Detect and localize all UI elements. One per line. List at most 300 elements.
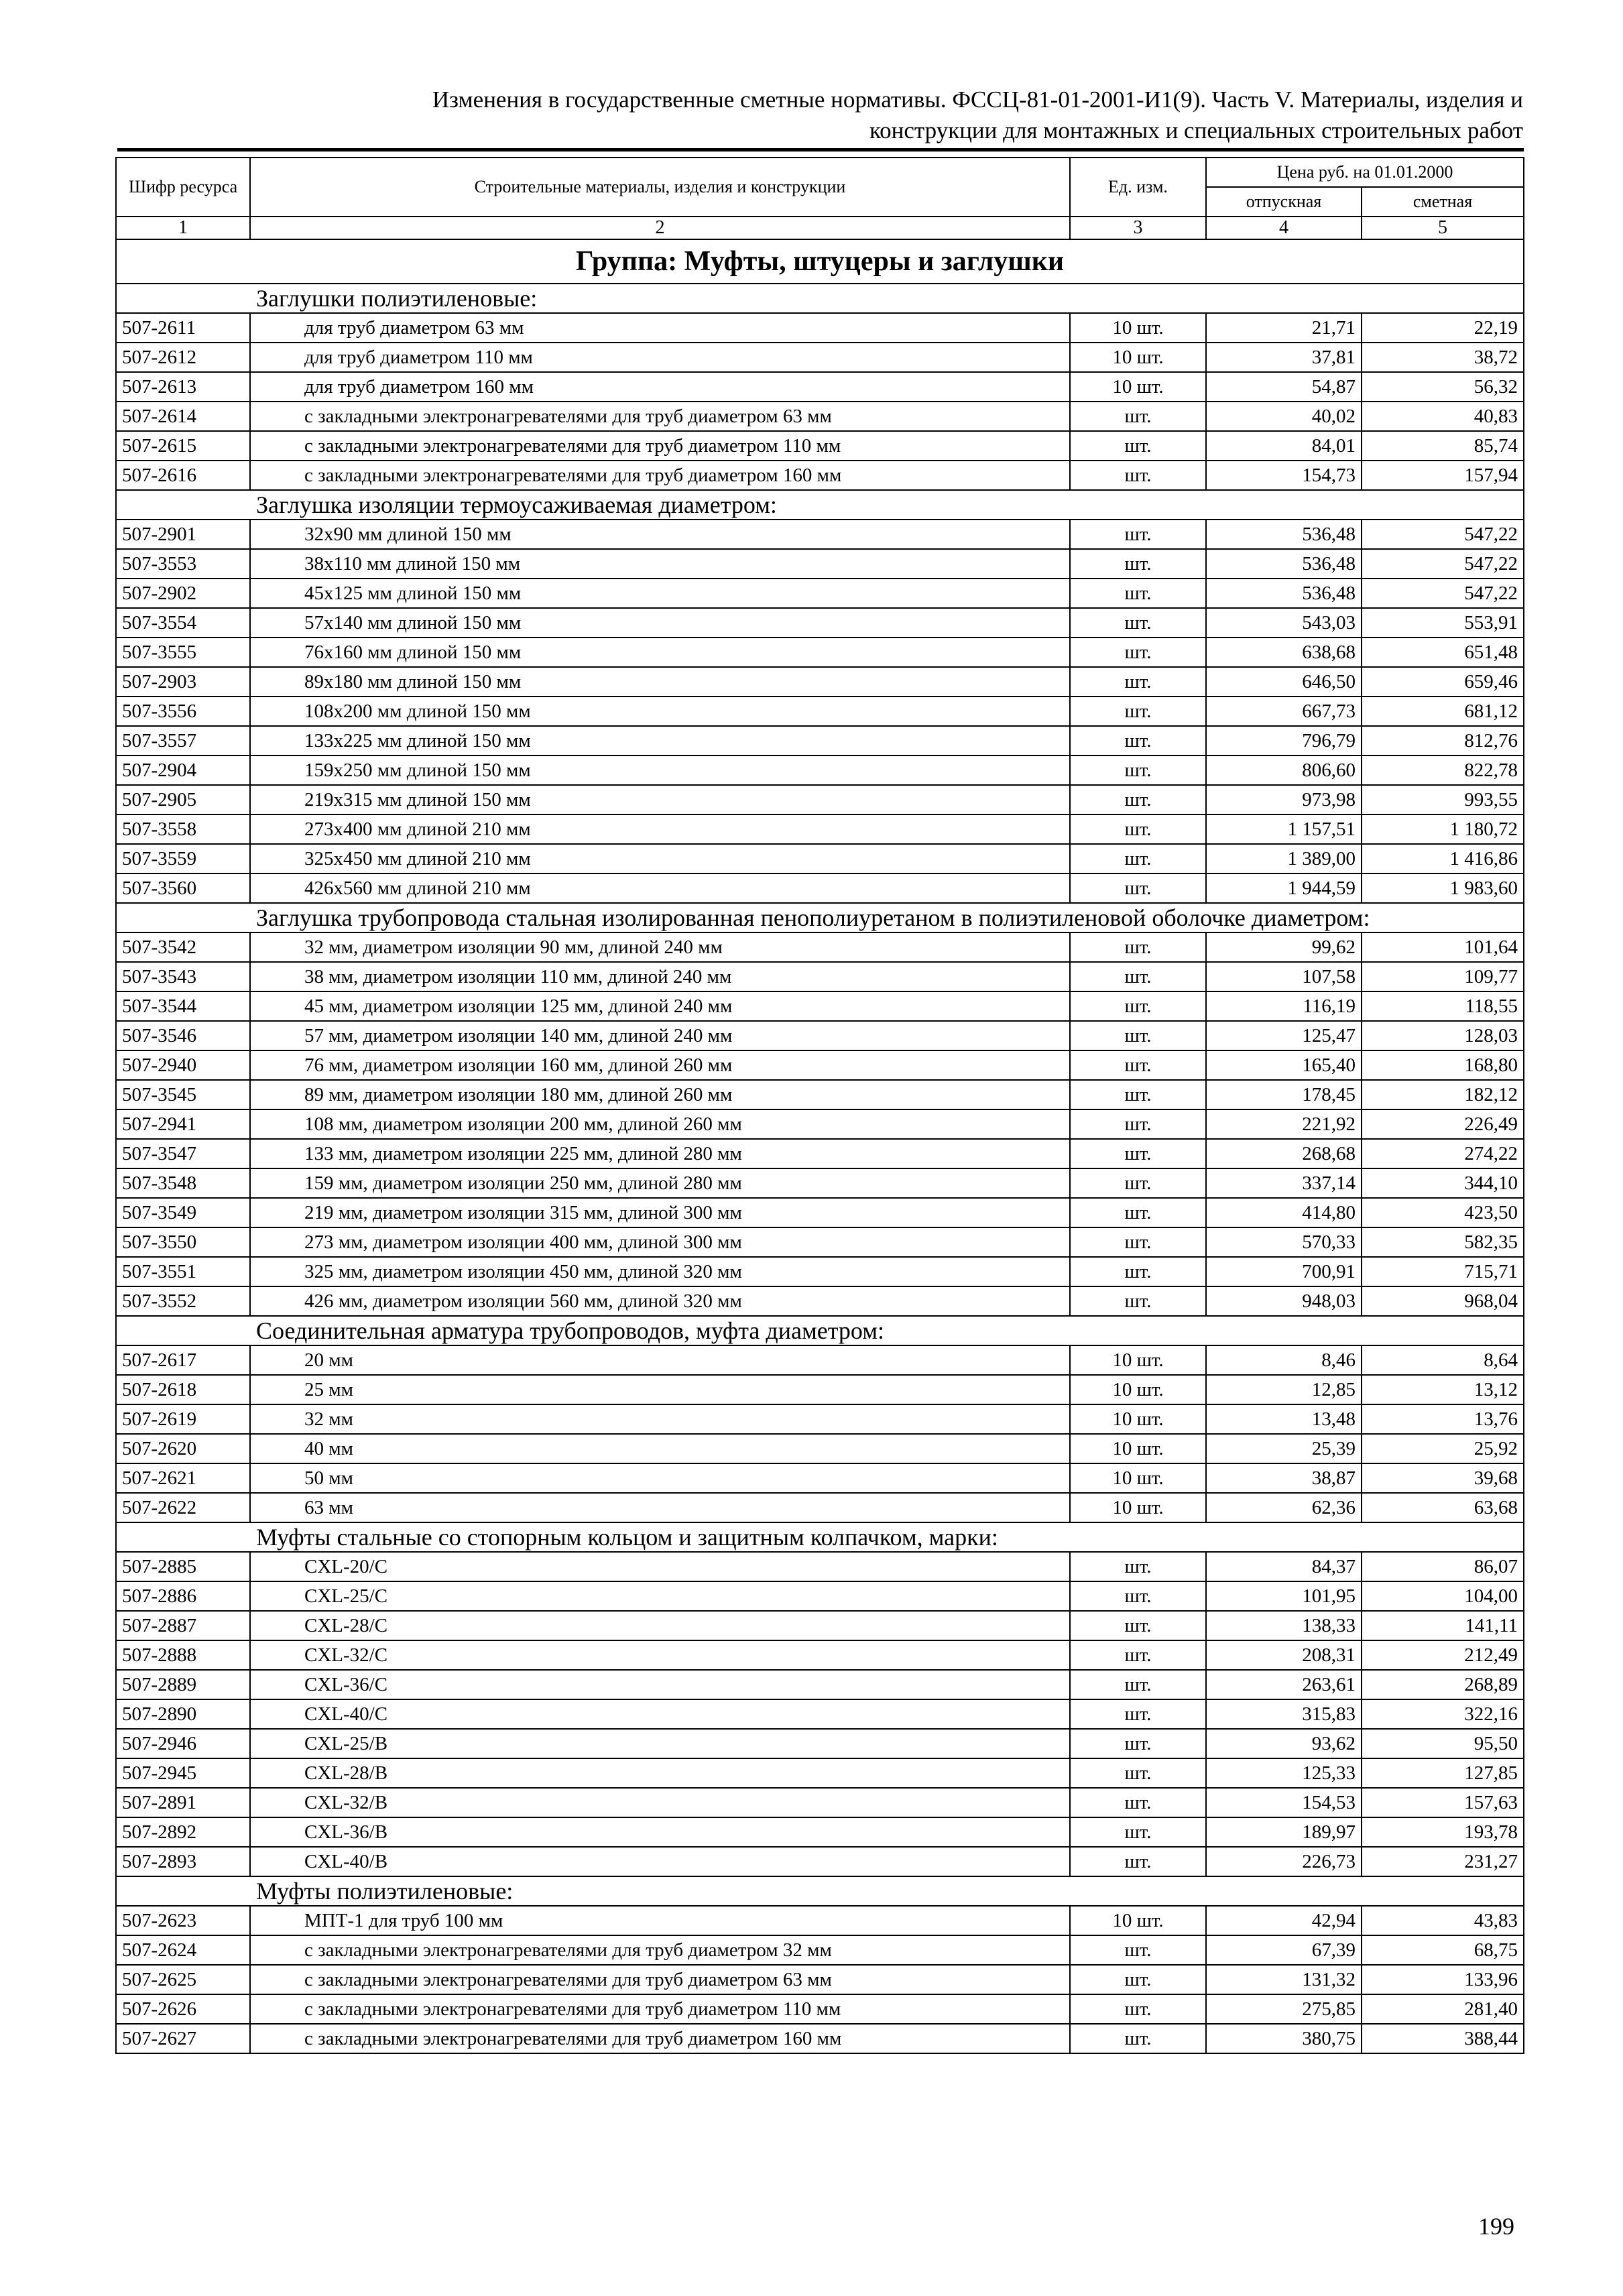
cell-code: 507-3551 <box>116 1257 250 1286</box>
cell-unit: 10 шт. <box>1070 1434 1206 1463</box>
section-title: Заглушка изоляции термоусаживаемая диаметром: <box>116 490 1524 520</box>
cell-name: 45 мм, диаметром изоляции 125 мм, длиной 240 мм <box>250 991 1070 1021</box>
table-row <box>116 402 1524 431</box>
cell-estimate-price: 157,63 <box>1362 1788 1524 1817</box>
cell-code: 507-3550 <box>116 1227 250 1257</box>
section-row <box>116 284 1524 313</box>
cell-name: 45х125 мм длиной 150 мм <box>250 579 1070 608</box>
table-row <box>116 1050 1524 1080</box>
cell-name: 76 мм, диаметром изоляции 160 мм, длиной 260 мм <box>250 1050 1070 1080</box>
table-body <box>116 239 1524 2053</box>
cell-release-price: 380,75 <box>1206 2024 1362 2053</box>
table-row <box>116 991 1524 1021</box>
cell-name: 40 мм <box>250 1434 1070 1463</box>
cell-name: CXL-25/B <box>250 1729 1070 1758</box>
cell-release-price: 1 389,00 <box>1206 844 1362 873</box>
cell-name: 32х90 мм длиной 150 мм <box>250 520 1070 549</box>
table-row <box>116 1611 1524 1640</box>
cell-unit: шт. <box>1070 1198 1206 1227</box>
cell-code: 507-3558 <box>116 814 250 844</box>
cell-unit: шт. <box>1070 873 1206 903</box>
cell-name: с закладными электронагревателями для труб диаметром 32 мм <box>250 1935 1070 1965</box>
cell-unit: шт. <box>1070 1965 1206 1994</box>
cell-name: для труб диаметром 160 мм <box>250 372 1070 402</box>
cell-name: 133 мм, диаметром изоляции 225 мм, длиной 280 мм <box>250 1139 1070 1168</box>
cell-estimate-price: 68,75 <box>1362 1935 1524 1965</box>
cell-name: 159х250 мм длиной 150 мм <box>250 756 1070 785</box>
cell-estimate-price: 13,12 <box>1362 1375 1524 1404</box>
cell-unit: 10 шт. <box>1070 343 1206 372</box>
cell-estimate-price: 822,78 <box>1362 756 1524 785</box>
cell-name: CXL-40/B <box>250 1847 1070 1876</box>
table-row <box>116 1994 1524 2024</box>
cell-name: с закладными электронагревателями для труб диаметром 160 мм <box>250 2024 1070 2053</box>
cell-estimate-price: 659,46 <box>1362 667 1524 697</box>
cell-estimate-price: 118,55 <box>1362 991 1524 1021</box>
cell-unit: шт. <box>1070 1139 1206 1168</box>
cell-name: CXL-28/B <box>250 1758 1070 1788</box>
section-row <box>116 1522 1524 1552</box>
cell-code: 507-2625 <box>116 1965 250 1994</box>
table-row <box>116 1257 1524 1286</box>
cell-release-price: 638,68 <box>1206 638 1362 667</box>
cell-estimate-price: 86,07 <box>1362 1552 1524 1581</box>
cell-name: CXL-20/C <box>250 1552 1070 1581</box>
section-row <box>116 490 1524 520</box>
table-row <box>116 638 1524 667</box>
cell-code: 507-2627 <box>116 2024 250 2053</box>
cell-release-price: 543,03 <box>1206 608 1362 638</box>
cell-unit: 10 шт. <box>1070 1463 1206 1493</box>
section-title: Заглушки полиэтиленовые: <box>116 284 1524 313</box>
cell-estimate-price: 95,50 <box>1362 1729 1524 1758</box>
cell-name: 57 мм, диаметром изоляции 140 мм, длиной 240 мм <box>250 1021 1070 1050</box>
cell-estimate-price: 812,76 <box>1362 726 1524 756</box>
cell-estimate-price: 547,22 <box>1362 579 1524 608</box>
cell-release-price: 154,73 <box>1206 461 1362 490</box>
table-row <box>116 697 1524 726</box>
cell-code: 507-3548 <box>116 1168 250 1198</box>
cell-release-price: 138,33 <box>1206 1611 1362 1640</box>
table-row <box>116 461 1524 490</box>
cell-name: 219 мм, диаметром изоляции 315 мм, длиной 300 мм <box>250 1198 1070 1227</box>
cell-name: для труб диаметром 110 мм <box>250 343 1070 372</box>
cell-unit: шт. <box>1070 1552 1206 1581</box>
cell-estimate-price: 1 180,72 <box>1362 814 1524 844</box>
cell-release-price: 99,62 <box>1206 932 1362 962</box>
table-row <box>116 372 1524 402</box>
cell-name: 273 мм, диаметром изоляции 400 мм, длиной 300 мм <box>250 1227 1070 1257</box>
table-row <box>116 1640 1524 1670</box>
table-row <box>116 1198 1524 1227</box>
cell-code: 507-2623 <box>116 1906 250 1935</box>
table-row <box>116 343 1524 372</box>
cell-name: 325х450 мм длиной 210 мм <box>250 844 1070 873</box>
cell-code: 507-2619 <box>116 1404 250 1434</box>
cell-release-price: 125,33 <box>1206 1758 1362 1788</box>
table-row <box>116 844 1524 873</box>
cell-name: CXL-32/C <box>250 1640 1070 1670</box>
cell-release-price: 973,98 <box>1206 785 1362 814</box>
table-row <box>116 1788 1524 1817</box>
cell-estimate-price: 423,50 <box>1362 1198 1524 1227</box>
table-row <box>116 1817 1524 1847</box>
cell-unit: шт. <box>1070 2024 1206 2053</box>
cell-unit: шт. <box>1070 1168 1206 1198</box>
col-number-4: 4 <box>1206 217 1362 239</box>
cell-code: 507-3543 <box>116 962 250 991</box>
cell-estimate-price: 547,22 <box>1362 520 1524 549</box>
table-row <box>116 785 1524 814</box>
cell-code: 507-2901 <box>116 520 250 549</box>
cell-unit: шт. <box>1070 1935 1206 1965</box>
cell-estimate-price: 553,91 <box>1362 608 1524 638</box>
cell-unit: шт. <box>1070 461 1206 490</box>
cell-code: 507-3552 <box>116 1286 250 1316</box>
cell-code: 507-3546 <box>116 1021 250 1050</box>
cell-name: 159 мм, диаметром изоляции 250 мм, длиной 280 мм <box>250 1168 1070 1198</box>
cell-unit: шт. <box>1070 1994 1206 2024</box>
cell-release-price: 570,33 <box>1206 1227 1362 1257</box>
cell-code: 507-3559 <box>116 844 250 873</box>
cell-estimate-price: 1 983,60 <box>1362 873 1524 903</box>
cell-estimate-price: 968,04 <box>1362 1286 1524 1316</box>
section-title: Заглушка трубопровода стальная изолированная пенополиуретаном в полиэтиленовой оболочке диаметром: <box>116 903 1524 932</box>
cell-unit: шт. <box>1070 991 1206 1021</box>
col-estimate-header: сметная <box>1362 187 1524 217</box>
cell-unit: шт. <box>1070 785 1206 814</box>
table-row <box>116 962 1524 991</box>
cell-release-price: 275,85 <box>1206 1994 1362 2024</box>
table-row <box>116 1168 1524 1198</box>
cell-estimate-price: 8,64 <box>1362 1345 1524 1375</box>
cell-estimate-price: 101,64 <box>1362 932 1524 962</box>
table-row <box>116 873 1524 903</box>
cell-name: 38х110 мм длиной 150 мм <box>250 549 1070 579</box>
cell-name: 273х400 мм длиной 210 мм <box>250 814 1070 844</box>
cell-release-price: 226,73 <box>1206 1847 1362 1876</box>
cell-code: 507-3554 <box>116 608 250 638</box>
cell-code: 507-3556 <box>116 697 250 726</box>
table-row <box>116 1463 1524 1493</box>
cell-estimate-price: 268,89 <box>1362 1670 1524 1699</box>
cell-code: 507-2889 <box>116 1670 250 1699</box>
cell-code: 507-2887 <box>116 1611 250 1640</box>
cell-release-price: 25,39 <box>1206 1434 1362 1463</box>
cell-release-price: 414,80 <box>1206 1198 1362 1227</box>
cell-unit: 10 шт. <box>1070 1493 1206 1522</box>
page-header <box>115 84 1523 146</box>
table-row <box>116 608 1524 638</box>
cell-unit: 10 шт. <box>1070 1404 1206 1434</box>
cell-code: 507-2621 <box>116 1463 250 1493</box>
cell-unit: шт. <box>1070 1581 1206 1611</box>
cell-unit: шт. <box>1070 1021 1206 1050</box>
cell-release-price: 21,71 <box>1206 313 1362 343</box>
cell-code: 507-2903 <box>116 667 250 697</box>
group-title: Группа: Муфты, штуцеры и заглушки <box>116 239 1524 284</box>
cell-release-price: 42,94 <box>1206 1906 1362 1935</box>
cell-name: 108х200 мм длиной 150 мм <box>250 697 1070 726</box>
cell-code: 507-2890 <box>116 1699 250 1729</box>
cell-code: 507-2892 <box>116 1817 250 1847</box>
cell-unit: шт. <box>1070 932 1206 962</box>
cell-estimate-price: 109,77 <box>1362 962 1524 991</box>
cell-unit: 10 шт. <box>1070 1906 1206 1935</box>
cell-code: 507-2618 <box>116 1375 250 1404</box>
cell-name: 38 мм, диаметром изоляции 110 мм, длиной 240 мм <box>250 962 1070 991</box>
cell-code: 507-2626 <box>116 1994 250 2024</box>
table-row <box>116 313 1524 343</box>
cell-release-price: 38,87 <box>1206 1463 1362 1493</box>
cell-unit: шт. <box>1070 1847 1206 1876</box>
cell-release-price: 646,50 <box>1206 667 1362 697</box>
cell-unit: шт. <box>1070 608 1206 638</box>
cell-name: CXL-32/B <box>250 1788 1070 1817</box>
table-row <box>116 1552 1524 1581</box>
cell-code: 507-2612 <box>116 343 250 372</box>
cell-code: 507-2620 <box>116 1434 250 1463</box>
cell-release-price: 67,39 <box>1206 1935 1362 1965</box>
cell-release-price: 263,61 <box>1206 1670 1362 1699</box>
cell-name: CXL-36/B <box>250 1817 1070 1847</box>
col-price-header: Цена руб. на 01.01.2000 <box>1206 158 1524 187</box>
cell-unit: шт. <box>1070 1788 1206 1817</box>
cell-code: 507-2940 <box>116 1050 250 1080</box>
cell-estimate-price: 25,92 <box>1362 1434 1524 1463</box>
cell-name: 50 мм <box>250 1463 1070 1493</box>
cell-estimate-price: 281,40 <box>1362 1994 1524 2024</box>
cell-unit: шт. <box>1070 1729 1206 1758</box>
section-row <box>116 1876 1524 1906</box>
cell-name: с закладными электронагревателями для труб диаметром 63 мм <box>250 1965 1070 1994</box>
cell-estimate-price: 193,78 <box>1362 1817 1524 1847</box>
cell-estimate-price: 157,94 <box>1362 461 1524 490</box>
cell-estimate-price: 104,00 <box>1362 1581 1524 1611</box>
cell-estimate-price: 38,72 <box>1362 343 1524 372</box>
cell-estimate-price: 39,68 <box>1362 1463 1524 1493</box>
cell-unit: 10 шт. <box>1070 372 1206 402</box>
table-row <box>116 2024 1524 2053</box>
cell-release-price: 12,85 <box>1206 1375 1362 1404</box>
cell-code: 507-2888 <box>116 1640 250 1670</box>
cell-unit: шт. <box>1070 1758 1206 1788</box>
cell-name: CXL-40/C <box>250 1699 1070 1729</box>
cell-code: 507-3549 <box>116 1198 250 1227</box>
cell-code: 507-3555 <box>116 638 250 667</box>
cell-name: 63 мм <box>250 1493 1070 1522</box>
cell-unit: шт. <box>1070 756 1206 785</box>
cell-release-price: 948,03 <box>1206 1286 1362 1316</box>
cell-name: CXL-28/C <box>250 1611 1070 1640</box>
cell-estimate-price: 231,27 <box>1362 1847 1524 1876</box>
cell-code: 507-2885 <box>116 1552 250 1581</box>
cell-release-price: 107,58 <box>1206 962 1362 991</box>
cell-estimate-price: 128,03 <box>1362 1021 1524 1050</box>
table-row <box>116 1729 1524 1758</box>
cell-name: с закладными электронагревателями для труб диаметром 110 мм <box>250 1994 1070 2024</box>
cell-code: 507-2941 <box>116 1109 250 1139</box>
table-row <box>116 1758 1524 1788</box>
cell-estimate-price: 212,49 <box>1362 1640 1524 1670</box>
cell-release-price: 125,47 <box>1206 1021 1362 1050</box>
cell-estimate-price: 85,74 <box>1362 431 1524 461</box>
cell-release-price: 131,32 <box>1206 1965 1362 1994</box>
cell-name: 76х160 мм длиной 150 мм <box>250 638 1070 667</box>
cell-estimate-price: 133,96 <box>1362 1965 1524 1994</box>
cell-name: 89 мм, диаметром изоляции 180 мм, длиной 260 мм <box>250 1080 1070 1109</box>
cell-code: 507-3557 <box>116 726 250 756</box>
cell-name: МПТ-1 для труб 100 мм <box>250 1906 1070 1935</box>
cell-name: 325 мм, диаметром изоляции 450 мм, длиной 320 мм <box>250 1257 1070 1286</box>
cell-estimate-price: 43,83 <box>1362 1906 1524 1935</box>
cell-unit: шт. <box>1070 962 1206 991</box>
cell-unit: шт. <box>1070 1670 1206 1699</box>
cell-release-price: 178,45 <box>1206 1080 1362 1109</box>
cell-unit: шт. <box>1070 726 1206 756</box>
cell-release-price: 84,01 <box>1206 431 1362 461</box>
cell-estimate-price: 651,48 <box>1362 638 1524 667</box>
col-release-header: отпускная <box>1206 187 1362 217</box>
cell-unit: шт. <box>1070 697 1206 726</box>
cell-estimate-price: 56,32 <box>1362 372 1524 402</box>
cell-unit: шт. <box>1070 1611 1206 1640</box>
table-row <box>116 1021 1524 1050</box>
col-number-3: 3 <box>1070 217 1206 239</box>
cell-name: с закладными электронагревателями для труб диаметром 63 мм <box>250 402 1070 431</box>
cell-estimate-price: 22,19 <box>1362 313 1524 343</box>
section-title: Муфты стальные со стопорным кольцом и защитным колпачком, марки: <box>116 1522 1524 1552</box>
section-row <box>116 1316 1524 1345</box>
cell-estimate-price: 322,16 <box>1362 1699 1524 1729</box>
cell-unit: шт. <box>1070 844 1206 873</box>
cell-unit: шт. <box>1070 1227 1206 1257</box>
cell-code: 507-3542 <box>116 932 250 962</box>
cell-unit: шт. <box>1070 667 1206 697</box>
table-row <box>116 726 1524 756</box>
cell-estimate-price: 13,76 <box>1362 1404 1524 1434</box>
cell-name: для труб диаметром 63 мм <box>250 313 1070 343</box>
cell-name: CXL-25/C <box>250 1581 1070 1611</box>
cell-unit: шт. <box>1070 1050 1206 1080</box>
cell-name: 108 мм, диаметром изоляции 200 мм, длиной 260 мм <box>250 1109 1070 1139</box>
table-row <box>116 814 1524 844</box>
cell-unit: шт. <box>1070 1286 1206 1316</box>
cell-code: 507-2891 <box>116 1788 250 1817</box>
cell-estimate-price: 127,85 <box>1362 1758 1524 1788</box>
cell-name: 133х225 мм длиной 150 мм <box>250 726 1070 756</box>
cell-release-price: 700,91 <box>1206 1257 1362 1286</box>
cell-code: 507-2886 <box>116 1581 250 1611</box>
cell-name: с закладными электронагревателями для труб диаметром 110 мм <box>250 431 1070 461</box>
table-row <box>116 1581 1524 1611</box>
cell-unit: 10 шт. <box>1070 313 1206 343</box>
cell-estimate-price: 388,44 <box>1362 2024 1524 2053</box>
cell-code: 507-2616 <box>116 461 250 490</box>
table-row <box>116 1109 1524 1139</box>
cell-code: 507-2904 <box>116 756 250 785</box>
table-row <box>116 756 1524 785</box>
table-row <box>116 1847 1524 1876</box>
cell-estimate-price: 182,12 <box>1362 1080 1524 1109</box>
cell-release-price: 536,48 <box>1206 520 1362 549</box>
col-unit-header: Ед. изм. <box>1070 158 1206 217</box>
cell-release-price: 208,31 <box>1206 1640 1362 1670</box>
cell-code: 507-3560 <box>116 873 250 903</box>
cell-release-price: 806,60 <box>1206 756 1362 785</box>
cell-name: 32 мм <box>250 1404 1070 1434</box>
table-row <box>116 1493 1524 1522</box>
cell-release-price: 8,46 <box>1206 1345 1362 1375</box>
col-name-header: Строительные материалы, изделия и конструкции <box>250 158 1070 217</box>
cell-code: 507-3553 <box>116 549 250 579</box>
cell-release-price: 536,48 <box>1206 579 1362 608</box>
col-number-2: 2 <box>250 217 1070 239</box>
cell-unit: шт. <box>1070 1699 1206 1729</box>
cell-estimate-price: 168,80 <box>1362 1050 1524 1080</box>
cell-release-price: 40,02 <box>1206 402 1362 431</box>
cell-unit: шт. <box>1070 579 1206 608</box>
cell-unit: шт. <box>1070 1109 1206 1139</box>
table-row <box>116 1375 1524 1404</box>
cell-release-price: 62,36 <box>1206 1493 1362 1522</box>
cell-release-price: 315,83 <box>1206 1699 1362 1729</box>
header-line-2: конструкции для монтажных и специальных строительных работ <box>869 117 1523 143</box>
cell-estimate-price: 547,22 <box>1362 549 1524 579</box>
cell-estimate-price: 141,11 <box>1362 1611 1524 1640</box>
table-row <box>116 1906 1524 1935</box>
table-row <box>116 579 1524 608</box>
cell-code: 507-2946 <box>116 1729 250 1758</box>
table-row <box>116 549 1524 579</box>
cell-code: 507-2902 <box>116 579 250 608</box>
table-row <box>116 1227 1524 1257</box>
cell-release-price: 84,37 <box>1206 1552 1362 1581</box>
section-title: Соединительная арматура трубопроводов, муфта диаметром: <box>116 1316 1524 1345</box>
cell-name: 57х140 мм длиной 150 мм <box>250 608 1070 638</box>
cell-name: 219х315 мм длиной 150 мм <box>250 785 1070 814</box>
cell-release-price: 667,73 <box>1206 697 1362 726</box>
table-row <box>116 1345 1524 1375</box>
table-row <box>116 1286 1524 1316</box>
cell-estimate-price: 63,68 <box>1362 1493 1524 1522</box>
table-row <box>116 431 1524 461</box>
header-rule <box>117 148 1524 152</box>
cell-estimate-price: 993,55 <box>1362 785 1524 814</box>
cell-code: 507-2622 <box>116 1493 250 1522</box>
cell-estimate-price: 715,71 <box>1362 1257 1524 1286</box>
cell-name: 20 мм <box>250 1345 1070 1375</box>
cell-code: 507-3544 <box>116 991 250 1021</box>
cell-release-price: 54,87 <box>1206 372 1362 402</box>
cell-release-price: 101,95 <box>1206 1581 1362 1611</box>
cell-release-price: 268,68 <box>1206 1139 1362 1168</box>
cell-release-price: 1 157,51 <box>1206 814 1362 844</box>
col-number-5: 5 <box>1362 217 1524 239</box>
cell-estimate-price: 226,49 <box>1362 1109 1524 1139</box>
cell-code: 507-2617 <box>116 1345 250 1375</box>
page-number: 199 <box>1478 2213 1514 2240</box>
cell-code: 507-2893 <box>116 1847 250 1876</box>
cell-release-price: 116,19 <box>1206 991 1362 1021</box>
cell-unit: шт. <box>1070 1640 1206 1670</box>
col-code-header: Шифр ресурса <box>116 158 250 217</box>
cell-estimate-price: 344,10 <box>1362 1168 1524 1198</box>
table-row <box>116 1670 1524 1699</box>
cell-unit: шт. <box>1070 549 1206 579</box>
section-title: Муфты полиэтиленовые: <box>116 1876 1524 1906</box>
col-number-1: 1 <box>116 217 250 239</box>
